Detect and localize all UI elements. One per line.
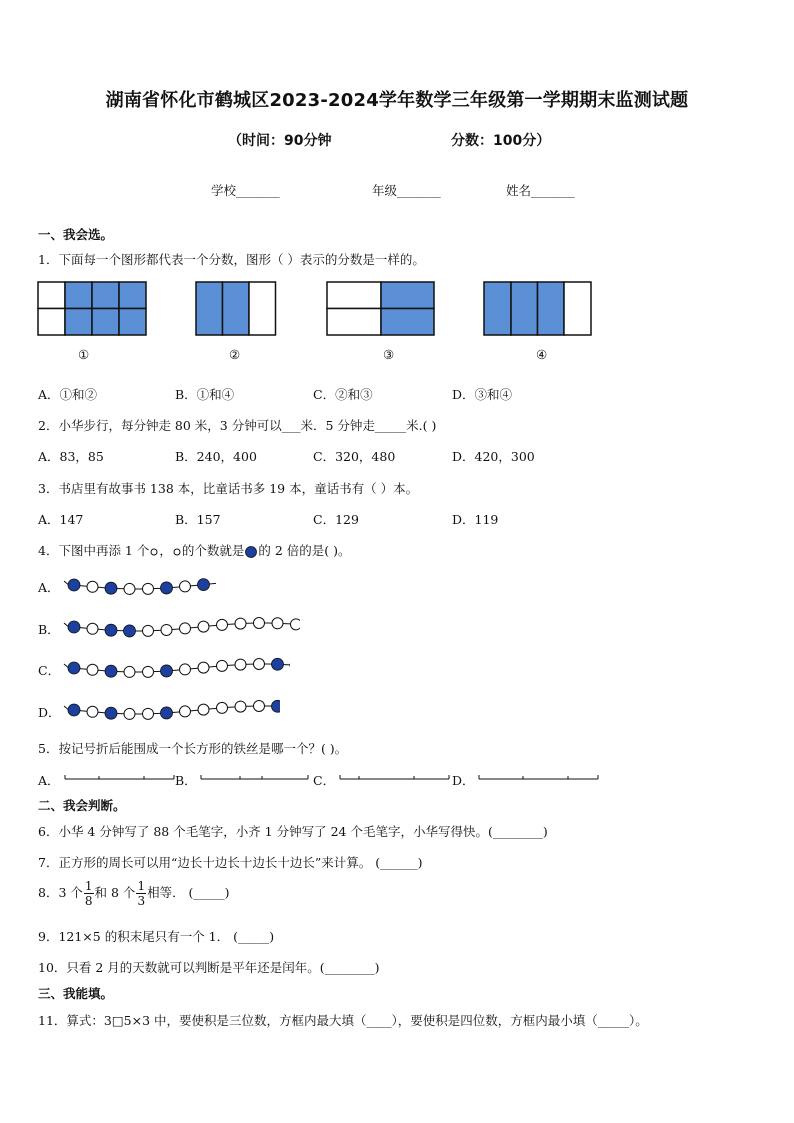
question-11-text: 11．算式：3□5×3 中，要使积是三位数，方框内最大填（____），要使积是四位数，方框内最小填（_____）。 — [38, 1013, 648, 1028]
fraction-denominator: 8 — [84, 894, 93, 908]
question-2-text: 2．小华步行，每分钟走 80 米，3 分钟可以___米．5 分钟走_____米.( ) — [38, 418, 437, 433]
q1-option-b[interactable]: B．①和④ — [175, 387, 235, 402]
solid-bead — [105, 582, 117, 594]
hollow-bead — [254, 618, 265, 629]
figure-1 — [37, 281, 148, 337]
figure-label-3: ③ — [383, 347, 395, 362]
q4-option-c[interactable]: C． — [38, 663, 61, 678]
exam-title: 湖南省怀化市鹤城区2023-2024学年数学三年级第一学期期末监测试题 — [105, 90, 689, 111]
school-field: 学校_______ — [211, 183, 280, 198]
q2-option-d[interactable]: D．420，300 — [452, 449, 535, 464]
q8-text-c: 相等． (_____) — [147, 885, 230, 900]
section-heading-1: 一、我会选。 — [38, 227, 114, 242]
question-9-text: 9．121×5 的积末尾只有一个 1． (_____) — [38, 929, 275, 944]
q4-text-a: 4．下图中再添 1 个 — [38, 543, 150, 558]
fraction-one-eighth — [84, 879, 94, 908]
hollow-bead — [161, 624, 172, 635]
section-heading-3: 三、我能填。 — [38, 986, 114, 1001]
hollow-bead — [180, 664, 191, 675]
solid-bead — [272, 700, 281, 712]
hollow-bead-icon — [149, 547, 159, 557]
hollow-bead — [124, 666, 135, 677]
q5-option-b[interactable]: B． — [175, 773, 197, 788]
question-6-text: 6．小华 4 分钟写了 88 个毛笔字，小齐 1 分钟写了 24 个毛笔字，小华写得快。(________) — [38, 824, 548, 839]
solid-bead — [105, 624, 117, 636]
hollow-bead — [291, 619, 301, 630]
solid-bead — [68, 704, 80, 716]
q4-option-b[interactable]: B． — [38, 622, 60, 637]
question-1-text: 1．下面每一个图形都代表一个分数，图形（ ）表示的分数是一样的。 — [38, 252, 425, 267]
hollow-bead — [87, 664, 98, 675]
figure-label-4: ④ — [536, 347, 548, 362]
hollow-bead — [235, 701, 246, 712]
hollow-bead — [87, 581, 98, 592]
hollow-bead — [180, 623, 191, 634]
solid-bead — [68, 621, 80, 633]
question-10-text: 10．只看 2 月的天数就可以判断是平年还是闰年。(________) — [38, 960, 380, 975]
bead-string-b — [60, 612, 300, 642]
hollow-bead — [198, 662, 209, 673]
solid-bead — [272, 658, 284, 670]
q3-option-c[interactable]: C．129 — [313, 512, 359, 527]
fraction-denominator: 3 — [137, 894, 146, 908]
hollow-bead — [143, 666, 154, 677]
wire-d — [478, 771, 600, 785]
question-8-text — [38, 879, 230, 908]
q5-option-d[interactable]: D． — [452, 773, 475, 788]
q5-option-c[interactable]: C． — [313, 773, 336, 788]
fraction-numerator: 1 — [84, 879, 93, 893]
solid-bead — [105, 665, 117, 677]
figure-2 — [195, 281, 277, 337]
hollow-bead — [198, 704, 209, 715]
grade-field: 年级_______ — [372, 183, 441, 198]
hollow-bead — [272, 618, 283, 629]
bead-string-a — [60, 570, 260, 600]
bead-string-d — [60, 695, 280, 725]
hollow-bead — [180, 581, 191, 592]
hollow-bead — [87, 623, 98, 634]
section-heading-2: 二、我会判断。 — [38, 798, 126, 813]
q8-text-b: 和 8 个 — [94, 885, 136, 900]
hollow-bead — [143, 625, 154, 636]
hollow-bead — [254, 659, 265, 670]
q2-option-a[interactable]: A．83，85 — [38, 449, 104, 464]
exam-time: （时间：90分钟 — [228, 133, 332, 149]
hollow-bead — [217, 702, 228, 713]
q1-option-a[interactable]: A．①和② — [38, 387, 98, 402]
hollow-bead — [180, 706, 191, 717]
hollow-bead — [254, 701, 265, 712]
solid-bead — [124, 625, 136, 637]
hollow-bead — [124, 583, 135, 594]
hollow-bead — [217, 660, 228, 671]
solid-bead — [161, 665, 173, 677]
q4-text-d: 的 2 倍的是( )。 — [258, 543, 351, 558]
hollow-bead — [217, 619, 228, 630]
question-4-text — [38, 541, 351, 559]
hollow-bead — [143, 583, 154, 594]
fraction-one-third — [136, 879, 146, 908]
hollow-bead — [124, 708, 135, 719]
figure-3 — [326, 281, 436, 337]
q4-text-c: 的个数就是 — [181, 543, 245, 558]
fraction-numerator: 1 — [137, 879, 146, 893]
q3-option-d[interactable]: D．119 — [452, 512, 499, 527]
q4-text-b: ， — [159, 543, 172, 558]
figure-4 — [483, 281, 593, 337]
question-7-text: 7．正方形的周长可以用“边长十边长十边长十边长”来计算。 (______) — [38, 855, 423, 870]
q4-option-a[interactable]: A． — [38, 580, 60, 595]
hollow-bead — [198, 621, 209, 632]
q1-option-d[interactable]: D．③和④ — [452, 387, 513, 402]
question-5-text: 5．按记号折后能围成一个长方形的铁丝是哪一个？( )。 — [38, 741, 348, 756]
solid-bead — [105, 707, 117, 719]
q3-option-a[interactable]: A．147 — [38, 512, 84, 527]
question-3-text: 3．书店里有故事书 138 本，比童话书多 19 本，童话书有（ ）本。 — [38, 481, 419, 496]
hollow-bead-icon — [172, 547, 182, 557]
solid-bead — [198, 579, 210, 591]
solid-bead — [68, 662, 80, 674]
solid-bead-icon — [244, 545, 258, 559]
exam-score: 分数：100分） — [451, 133, 551, 149]
wire-c — [339, 771, 451, 785]
bead-string-c — [60, 653, 290, 683]
q5-option-a[interactable]: A． — [38, 773, 60, 788]
hollow-bead — [235, 659, 246, 670]
q4-option-d[interactable]: D． — [38, 705, 61, 720]
wire-a — [64, 771, 176, 785]
solid-bead — [161, 582, 173, 594]
q2-option-b[interactable]: B．240，400 — [175, 449, 257, 464]
q2-option-c[interactable]: C．320，480 — [313, 449, 396, 464]
figure-label-1: ① — [78, 347, 90, 362]
solid-bead — [161, 707, 173, 719]
hollow-bead — [235, 618, 246, 629]
q3-option-b[interactable]: B．157 — [175, 512, 221, 527]
q1-option-c[interactable]: C．②和③ — [313, 387, 373, 402]
hollow-bead — [143, 708, 154, 719]
figure-label-2: ② — [229, 347, 241, 362]
wire-b — [200, 771, 310, 785]
name-field: 姓名_______ — [506, 183, 575, 198]
q8-text-a: 8．3 个 — [38, 885, 83, 900]
solid-bead — [68, 579, 80, 591]
hollow-bead — [87, 706, 98, 717]
